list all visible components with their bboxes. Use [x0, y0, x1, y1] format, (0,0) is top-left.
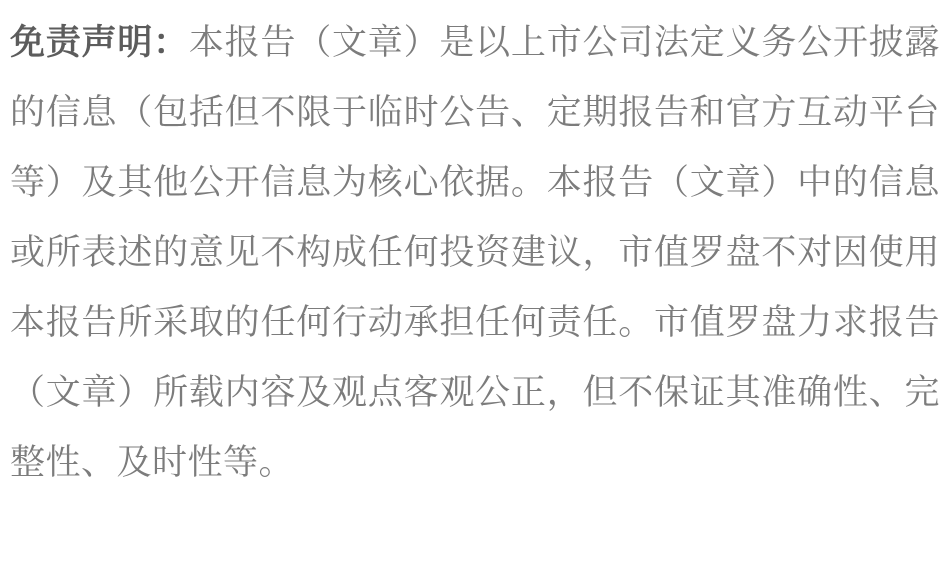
disclaimer-body-text: 本报告（文章）是以上市公司法定义务公开披露的信息（包括但不限于临时公告、定期报告和官方互动平台等）及其他公开信息为核心依据。本报告（文章）中的信息或所表述的意见不构成任何投资建议，市值罗盘不对因使用本报告所采取的任何行动承担任何责任。市值罗盘力求报告（文章）所载内容及观点客观公正，但不保证其准确性、完整性、及时性等。 [10, 23, 940, 482]
disclaimer-paragraph [10, 8, 940, 498]
disclaimer-label: 免责声明： [10, 23, 189, 62]
